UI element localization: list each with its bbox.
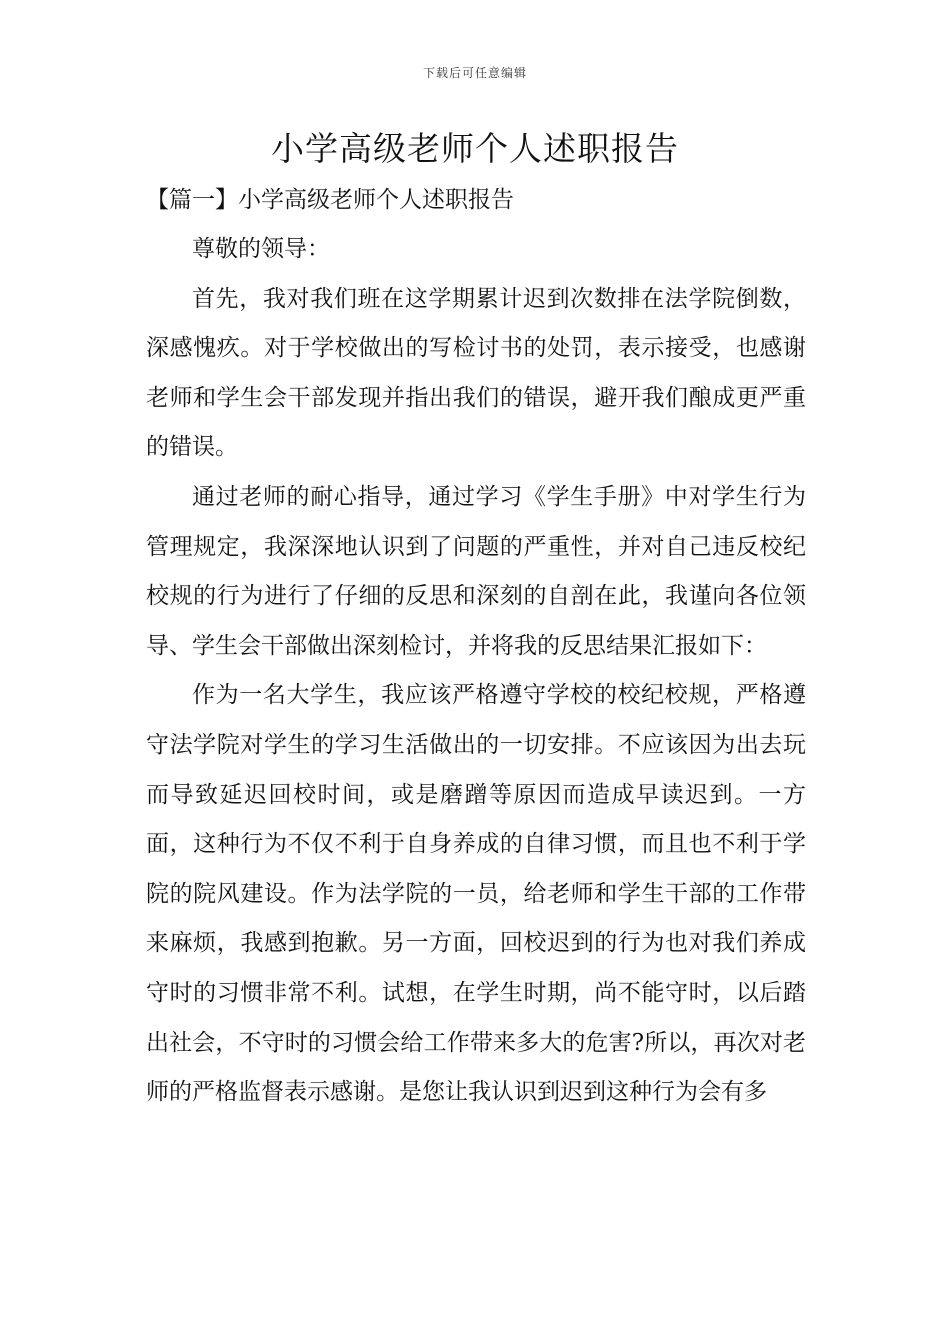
body-paragraph: 通过老师的耐心指导，通过学习《学生手册》中对学生行为管理规定，我深深地认识到了问题的严重性，并对自己违反校纪校规的行为进行了仔细的反思和深刻的自剖在此，我谨向各位领导、学生会干部做出深刻检讨，并将我的反思结果汇报如下： [146,483,806,659]
document-body [146,225,806,1118]
document-title: 小学高级老师个人述职报告 [271,129,679,168]
body-paragraph: 作为一名大学生，我应该严格遵守学校的校纪校规，严格遵守法学院对学生的学习生活做出的一切安排。不应该因为出去玩而导致延迟回校时间，或是磨蹭等原因而造成早读迟到。一方面，这种行为不仅不利于自身养成的自律习惯，而且也不利于学院的院风建设。作为法学院的一员，给老师和学生干部的工作带来麻烦，我感到抱歉。另一方面，回校迟到的行为也对我们养成守时的习惯非常不利。试想，在学生时期，尚不能守时，以后踏出社会，不守时的习惯会给工作带来多大的危害?所以，再次对老师的严格监督表示感谢。是您让我认识到迟到这种行为会有多 [146,682,806,1106]
salutation-paragraph: 尊敬的领导： [192,236,330,262]
body-paragraph: 首先，我对我们班在这学期累计迟到次数排在法学院倒数，深感愧疚。对于学校做出的写检讨书的处罚，表示接受，也感谢老师和学生会干部发现并指出我们的错误，避开我们酿成更严重的错误。 [146,285,806,461]
section-heading: 【篇一】小学高级老师个人述职报告 [146,187,514,213]
header-note: 下载后可任意编辑 [422,66,527,80]
